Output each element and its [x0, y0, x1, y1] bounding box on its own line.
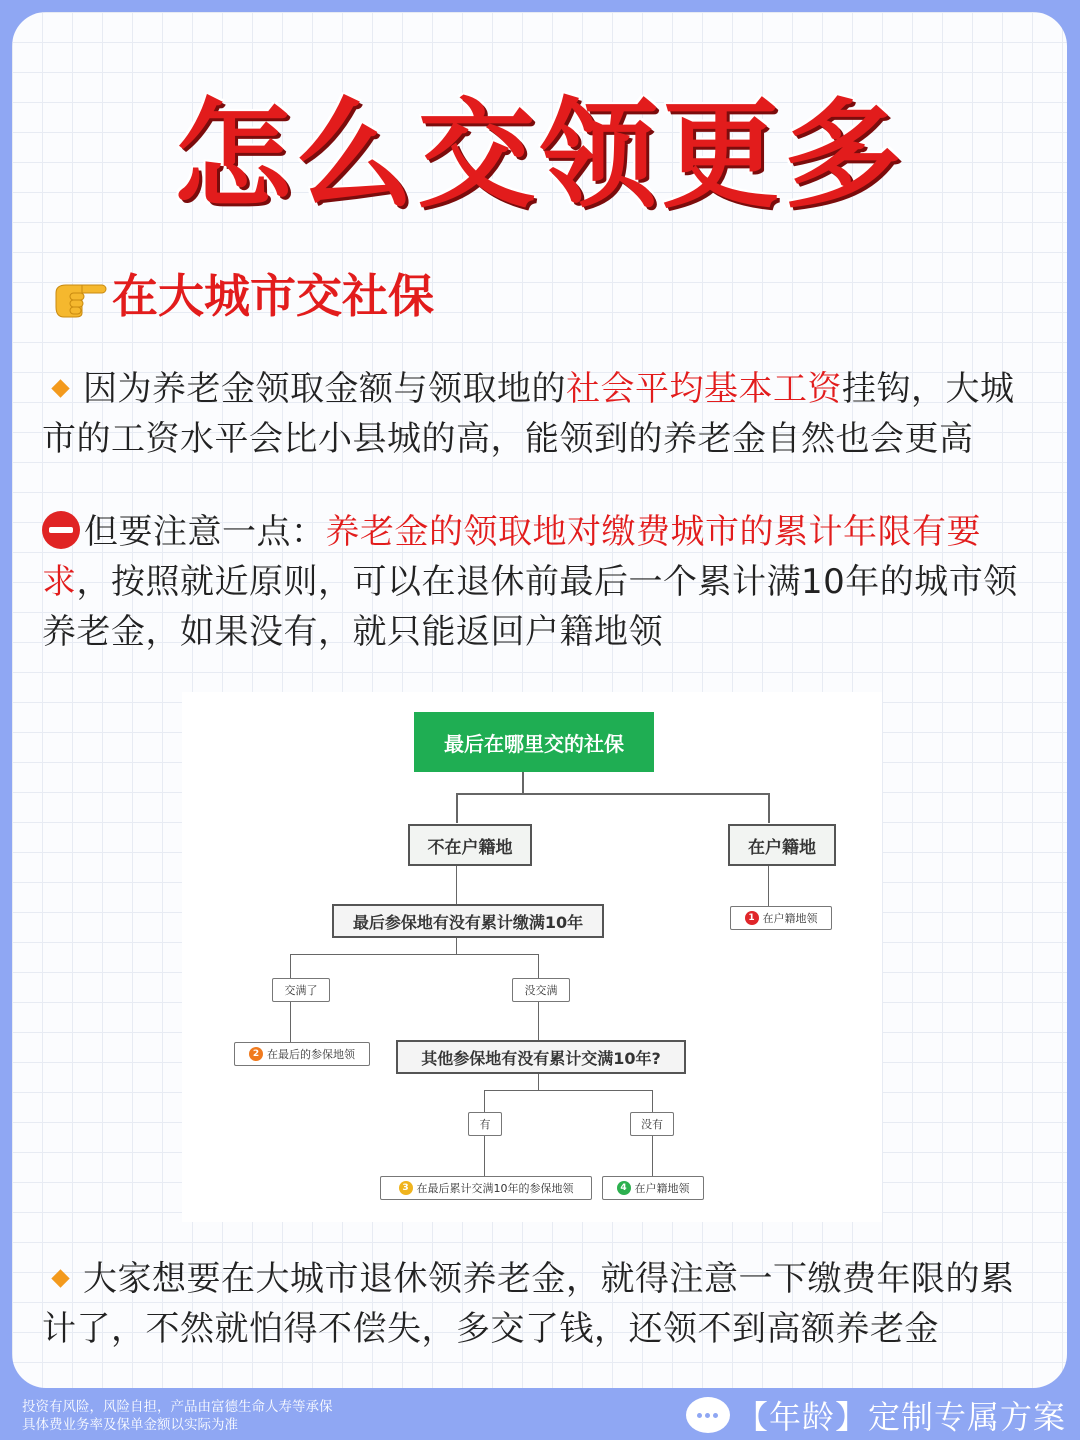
- number-3-icon: 3: [399, 1181, 413, 1195]
- flow-yes-label: 有: [468, 1112, 502, 1136]
- flow-paid-label: 交满了: [272, 978, 330, 1002]
- flow-leaf-1: [730, 906, 832, 930]
- number-1-icon: 1: [745, 911, 759, 925]
- flow-question-1: 最后参保地有没有累计缴满10年: [332, 904, 604, 938]
- paragraph-2-text-end: ，按照就近原则，可以在退休前最后一个累计满10年的城市领养老金，如果没有，就只能返回户籍地领: [42, 562, 1018, 652]
- flow-question-2: 其他参保地有没有累计交满10年?: [396, 1040, 686, 1074]
- flow-in-hukou: 在户籍地: [728, 824, 836, 866]
- paragraph-2-highlight: 养老金的领取地对缴费城市的累计年限有要求: [42, 512, 981, 602]
- paragraph-1: [42, 364, 1047, 464]
- flow-leaf-4-text: 在户籍地领: [634, 1182, 690, 1195]
- diamond-bullet-icon: [51, 379, 69, 397]
- section-heading: [52, 264, 434, 328]
- pointing-hand-icon: [52, 271, 108, 321]
- flow-leaf-2: [234, 1042, 370, 1066]
- diamond-bullet-icon: [51, 1269, 69, 1287]
- flow-root: 最后在哪里交的社保: [414, 712, 654, 772]
- flowchart: [182, 692, 882, 1222]
- disclaimer: [22, 1398, 333, 1434]
- flow-leaf-4: [602, 1176, 704, 1200]
- cta-button[interactable]: [686, 1392, 1066, 1438]
- paragraph-2-text: 但要注意一点：: [84, 512, 326, 552]
- paragraph-2: [42, 507, 1047, 657]
- paragraph-1-highlight: 社会平均基本工资: [566, 369, 842, 409]
- disclaimer-line-2: 具体费业务率及保单金额以实际为准: [22, 1417, 238, 1433]
- page-title: 怎么交领更多: [173, 86, 906, 224]
- flow-leaf-2-text: 在最后的参保地领: [267, 1048, 355, 1061]
- paragraph-3-text: 大家想要在大城市退休领养老金，就得注意一下缴费年限的累计了，不然就怕得不偿失，多交了钱，还领不到高额养老金: [42, 1259, 1015, 1349]
- paragraph-1-text-end: 挂钩，大城市的工资水平会比小县城的高，能领到的养老金自然也会更高: [42, 369, 1015, 459]
- section-heading-text: 在大城市交社保: [112, 269, 434, 323]
- flow-leaf-3: [380, 1176, 592, 1200]
- paragraph-1-text: 因为养老金领取金额与领取地的: [83, 369, 566, 409]
- content-card: [12, 12, 1067, 1388]
- paragraph-3: [42, 1254, 1047, 1354]
- flow-leaf-3-text: 在最后累计交满10年的参保地领: [416, 1182, 574, 1195]
- number-4-icon: 4: [617, 1181, 631, 1195]
- flow-no-label: 没有: [630, 1112, 674, 1136]
- disclaimer-line-1: 投资有风险，风险自担，产品由富德生命人寿等承保: [22, 1399, 333, 1415]
- no-entry-icon: [42, 511, 80, 549]
- chat-bubble-icon: [686, 1397, 730, 1433]
- number-2-icon: 2: [249, 1047, 263, 1061]
- flow-leaf-1-text: 在户籍地领: [762, 912, 818, 925]
- cta-text: 【年龄】定制专属方案: [735, 1398, 1066, 1436]
- flow-not-hukou: 不在户籍地: [408, 824, 532, 866]
- flow-not-paid-label: 没交满: [512, 978, 570, 1002]
